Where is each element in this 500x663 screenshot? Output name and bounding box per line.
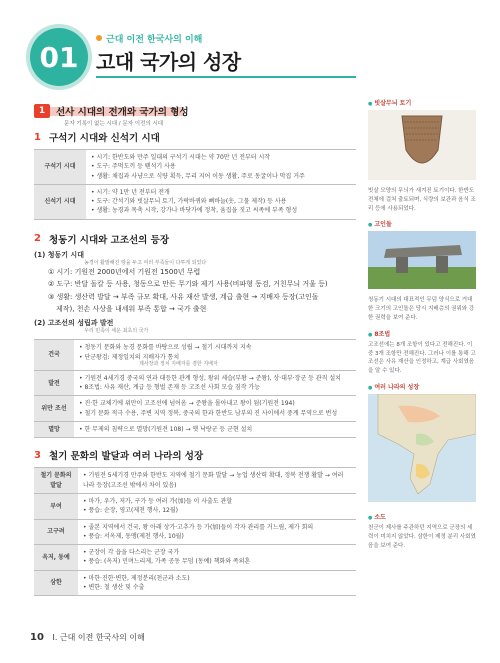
bullet-line: • 졸본 지역에서 건국, 왕 아래 상가·고추가 등 가(加)들이 각자 관리를 거느림, 제가 회의	[83, 523, 351, 532]
table-row	[34, 150, 356, 185]
sidebar-title: ● 빗살무늬 토기	[368, 98, 476, 107]
bronze-age-section	[34, 232, 356, 439]
row-value	[74, 422, 356, 438]
stone-age-table	[34, 149, 356, 220]
subsection-number: 2	[34, 233, 41, 245]
row-key: 발전	[34, 370, 74, 396]
list-item-continued: 제작), 천손 사상을 내세워 부족 통합 → 국가 출현	[56, 304, 207, 313]
annotation: 문자 기록이 없는 시대 / 문자 이전의 시대	[64, 121, 164, 127]
bullet-line: • 기원전 4세기경 중국의 연과 대등한 관계 형성, 왕위 세습(부왕 → 준왕), 상·대부·장군 등 관직 설치	[79, 374, 351, 383]
table-row	[34, 184, 356, 219]
bullet-line: • 진·한 교체기에 위만이 고조선에 넘어옴 → 준왕을 몰아내고 왕이 됨(기원전 194)	[79, 399, 351, 408]
bullet-line: • 청동기 문화와 농경 문화를 바탕으로 성립 → 철기 시대까지 지속	[79, 343, 351, 352]
row-value	[78, 570, 356, 596]
title-underline	[96, 76, 356, 78]
row-key: 삼한	[34, 570, 78, 596]
sidebar-block-sodo	[368, 512, 476, 550]
sidebar-title: ● 8조법	[368, 329, 476, 338]
bullet-line: • 기원전 5세기경 만주와 한반도 지역에 철기 문화 발달 → 농업 생산력 확대, 정복 전쟁 활발 → 여러 나라 등장(고조선 밖에서 차이 있음)	[83, 471, 351, 490]
annotation: 제사장과 정치 지배자를 겸한 지배자	[139, 360, 218, 367]
row-value	[74, 370, 356, 396]
annotation: 우리 민족이 세운 최초의 국가	[84, 328, 149, 335]
sidebar-block-map	[368, 382, 476, 506]
sidebar-block-dolmen	[368, 219, 476, 322]
sidebar-text: 빗살 모양의 무늬가 새겨진 토기이다. 한반도 전체에 걸쳐 출토되며, 식량의 보관과 음식 조리 등에 사용되었다.	[368, 188, 476, 212]
table-row	[34, 370, 356, 396]
subsection-title: 구석기 시대와 신석기 시대	[48, 133, 160, 144]
row-value	[78, 493, 356, 519]
bullet-line: • 시기: 한반도와 만주 일대의 구석기 시대는 약 70만 년 전부터 시작	[91, 153, 351, 162]
section-title: 선사 시대의 전개와 국가의 형성	[56, 107, 189, 118]
row-key: 위만 조선	[34, 396, 74, 422]
gojoseon-table	[34, 339, 356, 438]
row-key: 옥저, 동예	[34, 545, 78, 571]
table-row	[34, 340, 356, 371]
sidebar-text: 천군이 제사를 주관하던 지역으로 군장의 세력이 미치지 않았다. 삼한이 제정 분리 사회였음을 보여 준다.	[368, 524, 476, 549]
row-key: 멸망	[34, 422, 74, 438]
sidebar-title: ● 고인돌	[368, 219, 476, 228]
row-key: 신석기 시대	[34, 184, 86, 219]
list-item: ② 도구: 반달 돌칼 등 사용, 청동으로 만든 무기와 제기 사용(비파형 동검, 거친무늬 거울 등)	[48, 280, 328, 289]
page-number: 10	[30, 632, 44, 643]
bullet-line: • 8조법: 사유 재산, 계급 등 형벌 존재 등 고조선 사회 모습 짐작 가능	[79, 383, 351, 392]
bullet-line: • 도구: 간석기와 빗살무늬 토기, 가락바퀴와 뼈바늘(옷, 그물 제작) 등 사용	[91, 197, 351, 206]
table-row	[34, 396, 356, 422]
sidebar-title: ● 소도	[368, 512, 476, 521]
row-key: 고구려	[34, 519, 78, 545]
bullet-line: • 마가, 우가, 저가, 구가 등 여러 가(加)들 이 사출도 관할	[83, 497, 351, 506]
section-number: 1	[34, 104, 50, 118]
bullet-line: • 도구: 주먹도끼 등 뗀석기 사용	[91, 162, 351, 171]
bullet-line: • 철기 문화 적극 수용, 주변 지역 정복, 중국의 한과 한반도 남부의 진 사이에서 중계 무역으로 번성	[79, 409, 351, 418]
dolmen-image	[368, 231, 476, 289]
sidebar-block-8-laws	[368, 329, 476, 376]
subsection-title: 청동기 시대와 고조선의 등장	[48, 234, 170, 246]
bullet-line: • 시기: 약 1만 년 전부터 전개	[91, 188, 351, 197]
table-row	[34, 519, 356, 545]
subsection-heading	[34, 448, 356, 462]
table-row	[34, 545, 356, 571]
bullet-line: • 풍습: (옥저) 민며느리제, 가족 공동 무덤 (동예) 책화와 족외혼	[83, 557, 351, 566]
bullet-line: • 변한: 철 생산 및 수출	[83, 583, 351, 592]
list-heading: (1) 청동기 시대	[34, 250, 84, 259]
row-key: 구석기 시대	[34, 150, 86, 185]
annotation: 농경이 활발해진 땅을 두고 여러 부족들이 다투게 되었다	[84, 260, 207, 267]
bullet-line: • 풍습: 서옥제, 동맹(제천 행사, 10월)	[83, 532, 351, 541]
row-key: 건국	[34, 340, 74, 371]
sidebar-block-pottery	[368, 98, 476, 213]
bullet-line: • 생활: 농경과 목축 시작, 강가나 바닷가에 정착, 움집을 짓고 씨족에 부족 형성	[91, 206, 351, 215]
bullet-line: • 마한·진한·변한, 제정분리(천군과 소도)	[83, 574, 351, 583]
subsection-number: 3	[34, 449, 41, 461]
iron-age-section	[34, 448, 356, 596]
row-value	[78, 468, 356, 494]
row-key: 부여	[34, 493, 78, 519]
subsection-heading	[34, 130, 356, 144]
list-heading: (2) 고조선의 성립과 발전	[34, 319, 114, 328]
nations-table	[34, 467, 356, 596]
row-value	[74, 340, 356, 371]
bullet-line: • 군장이 각 읍을 다스리는 군장 국가	[83, 548, 351, 557]
unit-subtitle: 근대 이전 한국사의 이해	[96, 32, 202, 45]
subsection-title: 철기 문화의 발달과 여러 나라의 성장	[48, 451, 204, 463]
bullet-line: • 단군왕검: 제정일치의 지배자가 통치	[79, 353, 351, 362]
subsection-heading	[34, 232, 356, 246]
sidebar	[368, 98, 476, 556]
list-item: ③ 생활: 생산력 발달 → 부족 규모 확대, 사유 재산 발생, 계급 출현 → 지배자 등장(고인돌	[48, 292, 319, 301]
bronze-age-list	[34, 249, 356, 335]
section-heading	[34, 104, 197, 118]
bullet-line: • 생활: 채집과 사냥으로 식량 획득, 무리 지어 이동 생활, 주로 동굴이나 막집 거주	[91, 172, 351, 181]
chapter-header	[0, 0, 500, 92]
nations-map	[368, 394, 476, 502]
chapter-number-badge: 01	[30, 28, 88, 86]
row-value	[86, 184, 356, 219]
bullet-line: • 한 무제의 침략으로 멸망(기원전 108) → 옛 낙랑군 등 군현 설치	[79, 425, 351, 434]
table-row	[34, 468, 356, 494]
footer-text: I. 근대 이전 한국사의 이해	[52, 633, 145, 642]
main-content	[34, 98, 356, 596]
row-value	[78, 519, 356, 545]
bullet-line: • 풍습: 순장, 영고(제천 행사, 12월)	[83, 506, 351, 515]
sidebar-text: 청동기 시대의 대표적인 무덤 양식으로 거대한 크기의 고인돌은 당시 지배층의 권위와 강한 권력을 보여 준다.	[368, 297, 475, 321]
row-value	[74, 396, 356, 422]
table-row	[34, 422, 356, 438]
list-item: ① 시기: 기원전 2000년에서 기원전 1500년 무렵	[48, 268, 201, 277]
sidebar-title: ● 여러 나라의 성장	[368, 382, 476, 391]
chapter-title: 고대 국가의 성장	[96, 50, 241, 74]
page-footer	[30, 632, 145, 643]
table-row	[34, 493, 356, 519]
row-value	[78, 545, 356, 571]
subsection-number: 1	[34, 131, 41, 143]
row-value	[86, 150, 356, 185]
comb-pattern-pottery-image	[368, 110, 476, 180]
sidebar-text: 고조선에는 8개 조항이 있다고 전해진다. 이 중 3개 조항만 전해진다. 그러나 이를 통해 고조선은 사유 재산을 인정하고, 계급 사회였음을 알 수 있다.	[368, 341, 476, 375]
table-row	[34, 570, 356, 596]
row-key: 철기 문화의 발달	[34, 468, 78, 494]
